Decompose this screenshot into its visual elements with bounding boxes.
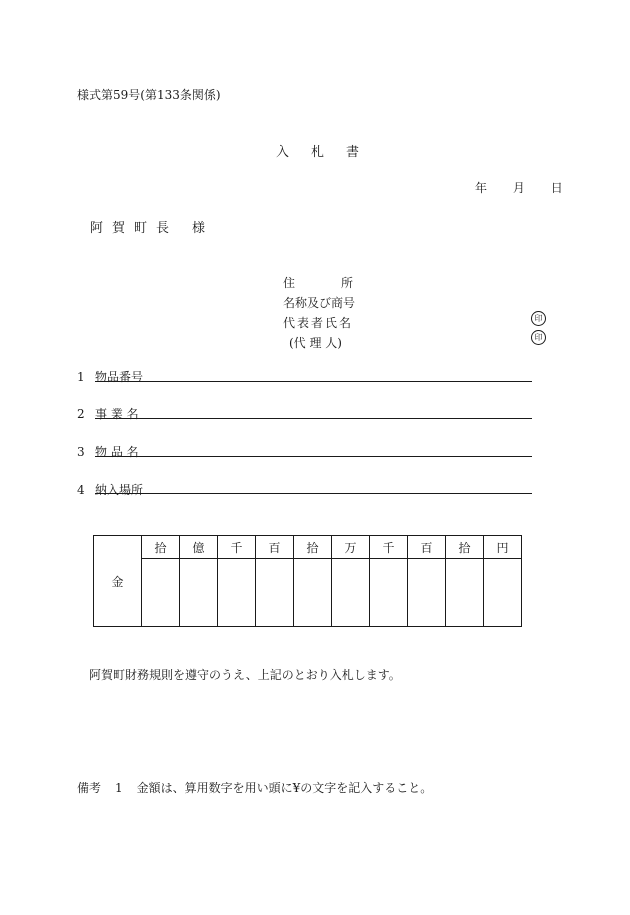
item-number: 1 (77, 370, 85, 384)
address-label-first: 住 (283, 276, 296, 290)
amount-digit-row (94, 559, 522, 627)
unit-oku: 億 (180, 536, 218, 559)
item-label: 物 品 名 (95, 445, 139, 459)
item-underline[interactable] (95, 418, 532, 419)
date-line (475, 179, 563, 196)
bidder-address-row (283, 273, 355, 293)
item-label: 事 業 名 (95, 407, 139, 421)
addressee (90, 217, 205, 236)
digit-cell[interactable] (484, 559, 522, 627)
unit-jyu: 拾 (446, 536, 484, 559)
unit-man: 万 (332, 536, 370, 559)
amount-unit-row (94, 536, 522, 559)
remarks (77, 779, 432, 796)
amount-label: 金 (94, 536, 142, 627)
digit-cell[interactable] (294, 559, 332, 627)
unit-hyaku: 百 (408, 536, 446, 559)
addressee-honorific: 様 (192, 221, 206, 236)
item-number: 3 (77, 445, 85, 459)
addressee-name: 阿賀町長 (90, 221, 179, 236)
unit-sen: 千 (370, 536, 408, 559)
remarks-number: 1 (115, 781, 123, 795)
bidder-representative-row: 代表者氏名 (283, 316, 354, 330)
item-label: 物品番号 (95, 370, 144, 384)
bidder-block (283, 273, 355, 353)
item-row-delivery-place (77, 481, 143, 498)
unit-sen-man: 千 (218, 536, 256, 559)
form-number: 様式第59号(第133条関係) (77, 88, 221, 102)
date-year-label: 年 (475, 181, 488, 195)
date-day-label: 日 (550, 181, 563, 195)
digit-cell[interactable] (180, 559, 218, 627)
item-number: 2 (77, 407, 85, 421)
seal-mark-agent: 印 (531, 330, 546, 345)
digit-cell[interactable] (408, 559, 446, 627)
item-underline[interactable] (95, 456, 532, 457)
item-row-product-number (77, 368, 143, 385)
unit-jyu-man: 拾 (294, 536, 332, 559)
remarks-label: 備考 (77, 781, 102, 795)
digit-cell[interactable] (256, 559, 294, 627)
bidder-agent-row: (代 理 人) (289, 336, 342, 350)
remarks-text: 金額は、算用数字を用い頭に¥の文字を記入すること。 (136, 781, 433, 795)
bidder-company-row: 名称及び商号 (283, 296, 356, 310)
digit-cell[interactable] (142, 559, 180, 627)
item-row-product-name (77, 443, 139, 460)
item-underline[interactable] (95, 493, 532, 494)
document-title: 入札書 (276, 145, 382, 160)
date-month-label: 月 (512, 181, 525, 195)
unit-hyaku-man: 百 (256, 536, 294, 559)
unit-en: 円 (484, 536, 522, 559)
amount-table (93, 535, 522, 627)
digit-cell[interactable] (370, 559, 408, 627)
unit-jyu-oku: 拾 (142, 536, 180, 559)
item-row-project-name (77, 405, 139, 422)
item-underline[interactable] (95, 381, 532, 382)
seal-mark-representative: 印 (531, 311, 546, 326)
item-number: 4 (77, 483, 85, 497)
item-label: 納入場所 (95, 483, 144, 497)
bid-statement: 阿賀町財務規則を遵守のうえ、上記のとおり入札します。 (89, 668, 401, 682)
digit-cell[interactable] (446, 559, 484, 627)
digit-cell[interactable] (218, 559, 256, 627)
address-label-second: 所 (341, 276, 354, 290)
digit-cell[interactable] (332, 559, 370, 627)
